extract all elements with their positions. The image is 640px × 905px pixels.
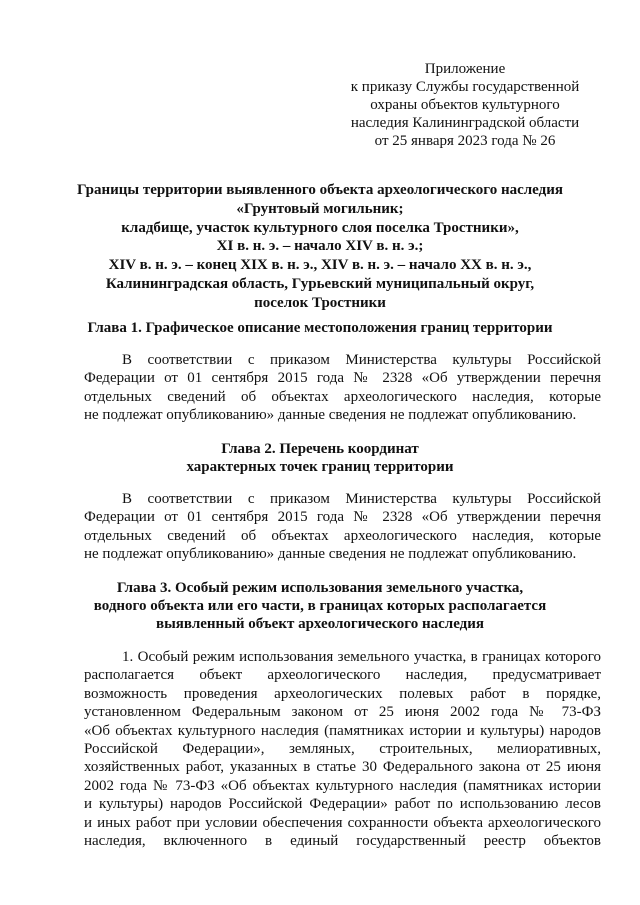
chapter3-heading (60, 579, 580, 633)
paragraph-line: не подлежат опубликованию» данные сведения не подлежат опубликованию. (84, 546, 577, 563)
chapter2-heading-line: Глава 2. Перечень координат (221, 441, 419, 457)
chapter1-paragraph (84, 351, 601, 425)
chapter3-paragraph (84, 648, 601, 850)
paragraph-line: отдельных сведений об объектах археологического наследия, которые (84, 388, 601, 405)
chapter3-heading-line: Глава 3. Особый режим использования земельного участка, (116, 580, 524, 596)
paragraph-line: и культуры) народов Российской Федерации» работ по использованию лесов (84, 796, 601, 813)
title-line: XI в. н. э. – начало XIV в. н. э.; (216, 238, 424, 255)
paragraph-line: располагается объект археологического наследия, предусматривает (84, 667, 601, 684)
paragraph-line: В соответствии с приказом Министерства культуры Российской (122, 491, 601, 507)
paragraph-line: возможность проведения археологических полевых работ в порядке, (84, 685, 601, 702)
appendix-line: Приложение (424, 61, 506, 77)
title-line: поселок Тростники (254, 294, 386, 311)
title-line: XIV в. н. э. – конец XIX в. н. э., XIV в. н. э. – начало XX в. н. э., (108, 257, 532, 274)
chapter2-heading (60, 440, 580, 476)
title-line: «Грунтовый могильник; (236, 200, 404, 217)
paragraph-line: Российской Федерации», земляных, строительных, мелиоративных, (84, 741, 601, 758)
appendix-block (330, 60, 600, 150)
paragraph-line: хозяйственных работ, указанных в статье 30 Федерального закона от 25 июня (84, 759, 601, 776)
paragraph-line: 2002 года № 73-ФЗ «Об объектах культурного наследия (памятниках истории (84, 777, 601, 794)
chapter2-heading-line: характерных точек границ территории (186, 459, 454, 475)
paragraph-line: В соответствии с приказом Министерства культуры Российской (122, 352, 601, 368)
appendix-line: охраны объектов культурного (370, 97, 560, 113)
paragraph-line: и иных работ при условии обеспечения сохранности объекта археологического (84, 814, 601, 831)
chapter1-heading-line: Глава 1. Графическое описание местоположения границ территории (87, 320, 553, 336)
paragraph-line: 1. Особый режим использования земельного участка, в границах которого (122, 649, 601, 665)
chapter3-heading-line: водного объекта или его части, в границах которых располагается (93, 598, 547, 614)
paragraph-line: «Об объектах культурного наследия (памятниках истории и культуры) народов (84, 722, 601, 739)
paragraph-line: установленном Федеральным законом от 25 июня 2002 года № 73-ФЗ (84, 704, 601, 721)
appendix-line: к приказу Службы государственной (350, 79, 580, 95)
paragraph-line: Федерации от 01 сентября 2015 года № 2328 «Об утверждении перечня (84, 370, 601, 387)
chapter1-heading (60, 319, 580, 337)
title-line: Калининградская область, Гурьевский муниципальный округ, (105, 275, 535, 292)
title-line: кладбище, участок культурного слоя поселка Тростники», (121, 219, 519, 236)
paragraph-line: Федерации от 01 сентября 2015 года № 2328 «Об утверждении перечня (84, 509, 601, 526)
paragraph-line: отдельных сведений об объектах археологического наследия, которые (84, 527, 601, 544)
appendix-line: от 25 января 2023 года № 26 (374, 133, 556, 149)
document-title (60, 181, 580, 313)
paragraph-line: не подлежат опубликованию» данные сведения не подлежат опубликованию. (84, 407, 577, 424)
chapter2-paragraph (84, 490, 601, 564)
appendix-line: наследия Калининградской области (350, 115, 580, 131)
paragraph-line: наследия, включенного в единый государственный реестр объектов (84, 833, 601, 850)
title-line: Границы территории выявленного объекта археологического наследия (77, 182, 563, 198)
chapter3-heading-line: выявленный объект археологического наследия (156, 616, 484, 632)
